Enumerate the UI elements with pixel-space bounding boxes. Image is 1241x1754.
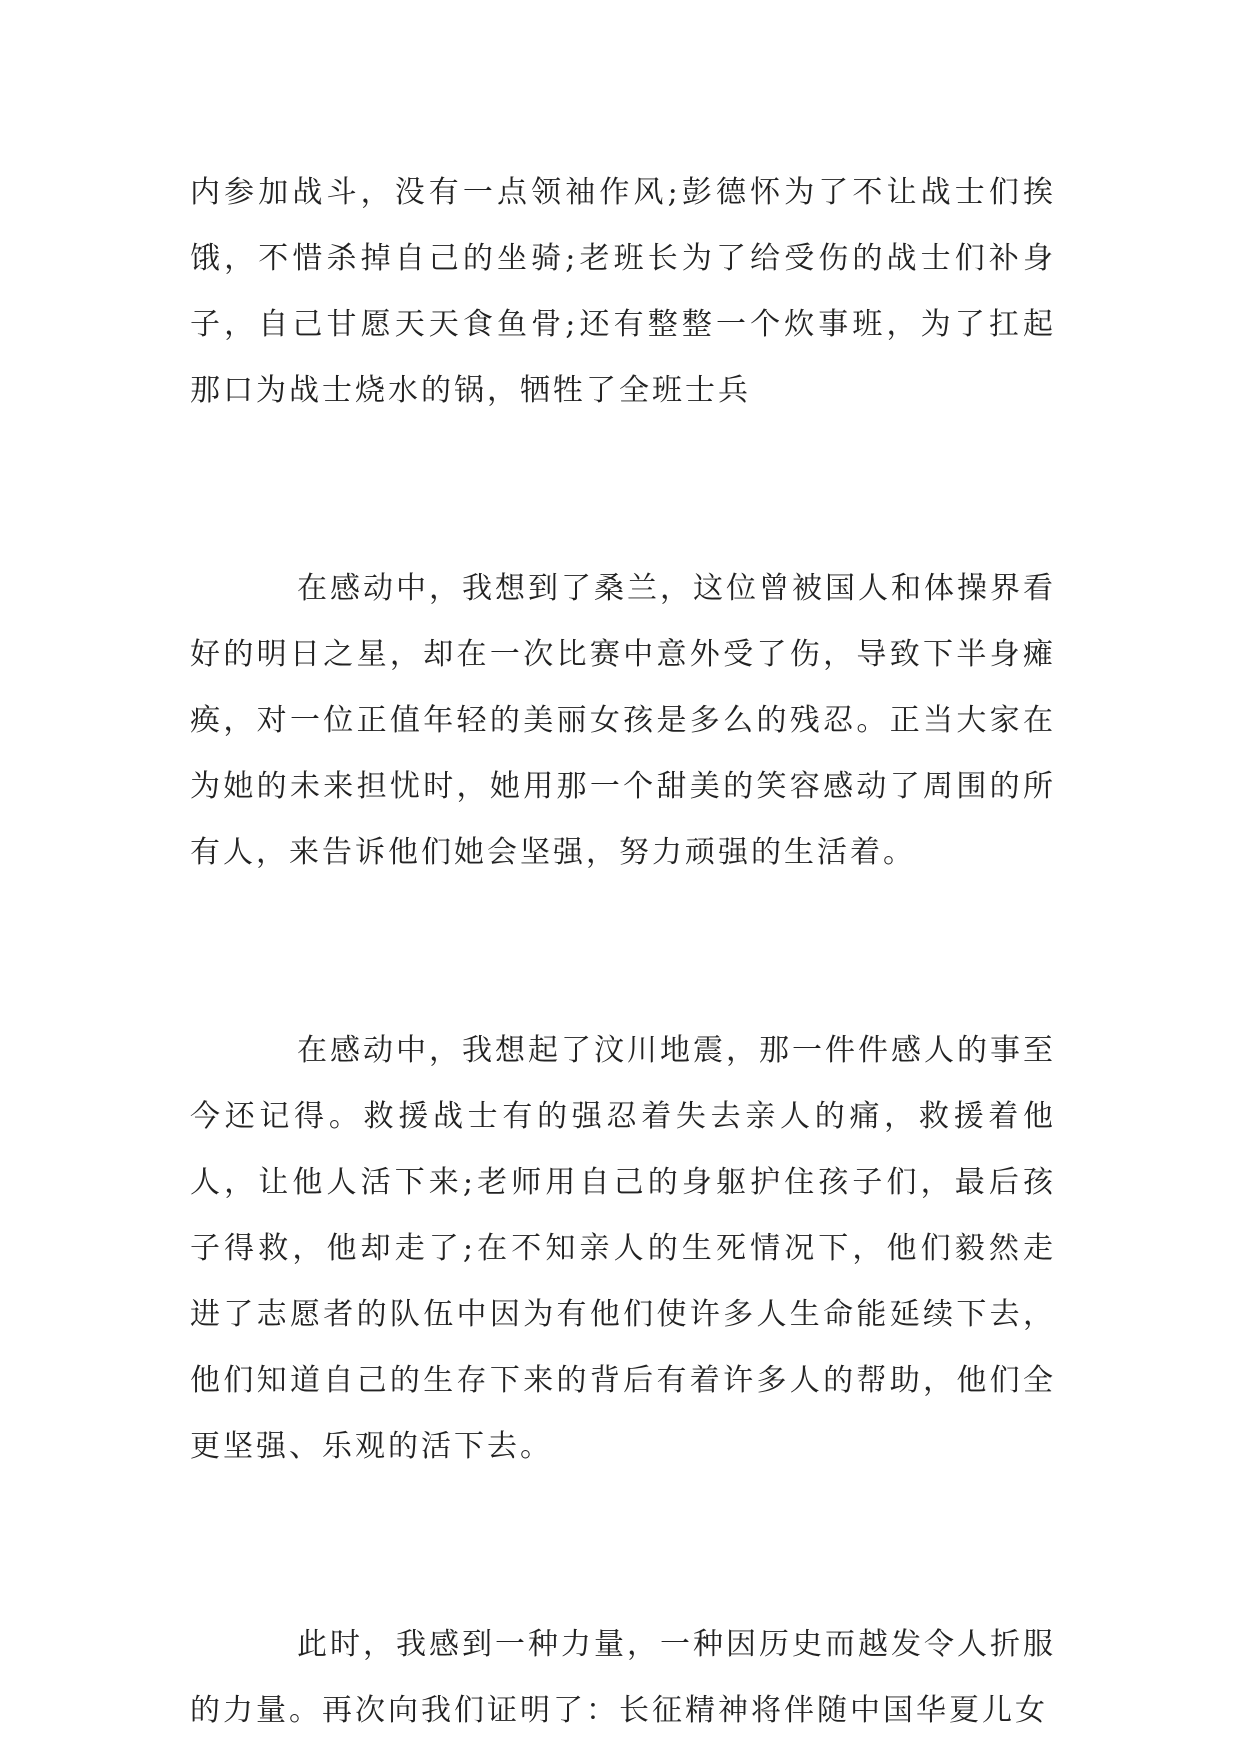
paragraph-sang-lan: 在感动中，我想到了桑兰，这位曾被国人和体操界看好的明日之星，却在一次比赛中意外受了伤，导致下半身瘫痪，对一位正值年轻的美丽女孩是多么的残忍。正当大家在为她的未来担忧时，她用那一个甜美的笑容感动了周围的所有人，来告诉他们她会坚强，努力顽强的生活着。 [190,571,1056,870]
paragraph-long-march-spirit: 此时，我感到一种力量，一种因历史而越发令人折服的力量。再次向我们证明了：长征精神将伴随中国华夏儿女 [190,1627,1056,1728]
document-body [190,160,1056,1744]
paragraph-continuation: 内参加战斗，没有一点领袖作风;彭德怀为了不让战士们挨饿，不惜杀掉自己的坐骑;老班长为了给受伤的战士们补身子，自己甘愿天天食鱼骨;还有整整一个炊事班，为了扛起那口为战士烧水的锅，牺牲了全班士兵 [190,175,1056,408]
paragraph-wenchuan-earthquake: 在感动中，我想起了汶川地震，那一件件感人的事至今还记得。救援战士有的强忍着失去亲人的痛，救援着他人，让他人活下来;老师用自己的身躯护住孩子们，最后孩子得救，他却走了;在不知亲人的生死情况下，他们毅然走进了志愿者的队伍中因为有他们使许多人生命能延续下去，他们知道自己的生存下来的背后有着许多人的帮助，他们全更坚强、乐观的活下去。 [190,1033,1056,1464]
